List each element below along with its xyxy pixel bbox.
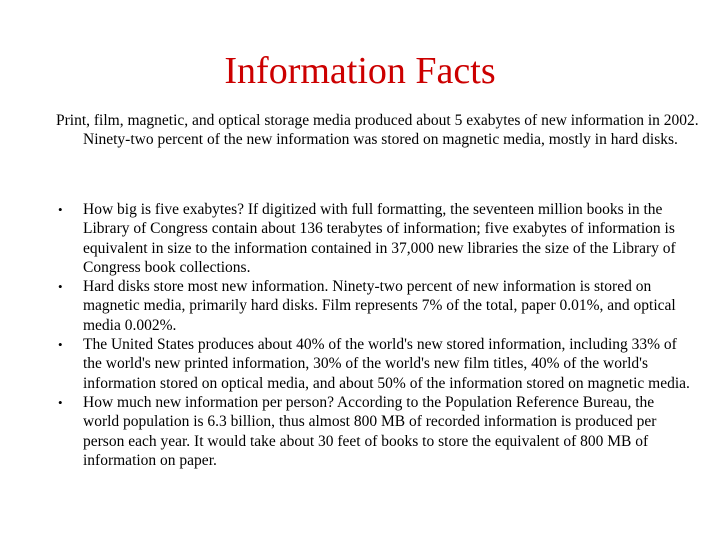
bullet-icon: • [58,202,63,217]
bullet-item [56,393,690,470]
slide-title: Information Facts [224,50,496,92]
bullet-icon: • [58,337,63,353]
bullet-text: The United States produces about 40% of the world's new stored information, including 33% of the world's new printed information, 30% of the world's new film titles, 40% of the world's information stored on optical media, and about 50% of the information stored on magnetic media. [83,336,690,392]
bullet-text: How much new information per person? According to the Population Reference Bureau, the world population is 6.3 billion, thus almost 800 MB of recorded information is produced per person each year. It would take about 30 feet of books to store the equivalent of 800 MB of information on paper. [83,393,657,469]
bullet-item [56,200,690,277]
bullet-icon: • [58,279,63,295]
bullet-item [56,277,690,335]
bullet-list [56,200,690,470]
intro-paragraph: Print, film, magnetic, and optical storage media produced about 5 exabytes of new information in 2002. Ninety-two percent of the new information was stored on magnetic media, mostly in hard disks. [56,112,699,149]
bullet-text: How big is five exabytes? If digitized with full formatting, the seventeen million books in the Library of Congress contain about 136 terabytes of information; five exabytes of information is equivalent in size to the information contained in 37,000 new libraries the size of the Library of Congress book collections. [83,201,676,276]
bullet-text: Hard disks store most new information. Ninety-two percent of new information is stored on magnetic media, primarily hard disks. Film represents 7% of the total, paper 0.01%, and optical media 0.002%. [83,278,676,334]
bullet-item [56,335,690,393]
bullet-icon: • [58,394,63,410]
